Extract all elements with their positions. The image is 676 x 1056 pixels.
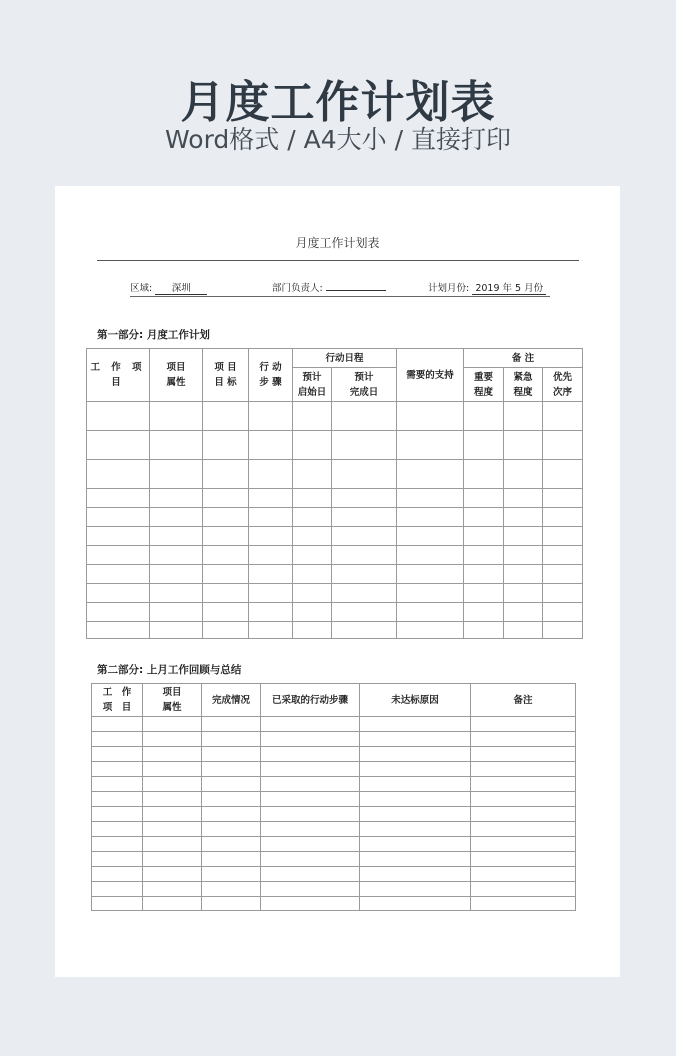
- table-cell[interactable]: [203, 489, 249, 508]
- header-needed-support: 需要的支持: [397, 349, 464, 402]
- table-row: [92, 897, 576, 911]
- table-cell[interactable]: [261, 837, 360, 852]
- table-cell[interactable]: [471, 732, 576, 747]
- table-cell[interactable]: [464, 622, 504, 639]
- header-attr-line1: 项目: [166, 362, 186, 373]
- table-cell[interactable]: [202, 762, 261, 777]
- table-cell[interactable]: [397, 603, 464, 622]
- manager-label: 部门负责人:: [272, 283, 323, 294]
- table-cell[interactable]: [143, 837, 202, 852]
- table-cell[interactable]: [471, 822, 576, 837]
- table-cell[interactable]: [332, 527, 397, 546]
- table-cell[interactable]: [92, 792, 143, 807]
- table-cell[interactable]: [397, 431, 464, 460]
- header-review-attr-line2: 属性: [162, 702, 182, 713]
- header-work-item: 工 作 项 目: [87, 349, 150, 402]
- table-cell[interactable]: [261, 822, 360, 837]
- table-row: [87, 460, 583, 489]
- table-cell[interactable]: [203, 546, 249, 565]
- table-cell[interactable]: [202, 867, 261, 882]
- table-cell[interactable]: [249, 431, 293, 460]
- table-row: [87, 431, 583, 460]
- table-cell[interactable]: [143, 807, 202, 822]
- table-cell[interactable]: [471, 747, 576, 762]
- table-cell[interactable]: [543, 603, 583, 622]
- header-priority-line2: 次序: [553, 386, 573, 398]
- table-row: [92, 867, 576, 882]
- header-urgency: [504, 368, 543, 402]
- table-cell[interactable]: [249, 489, 293, 508]
- table-cell[interactable]: [203, 431, 249, 460]
- table-cell[interactable]: [143, 867, 202, 882]
- table-cell[interactable]: [332, 546, 397, 565]
- table-cell[interactable]: [92, 822, 143, 837]
- table-cell[interactable]: [332, 431, 397, 460]
- table-cell[interactable]: [92, 732, 143, 747]
- header-priority-line1: 优先: [553, 371, 573, 383]
- table-cell[interactable]: [92, 897, 143, 911]
- table-cell[interactable]: [360, 897, 471, 911]
- info-row: [130, 280, 550, 294]
- table-cell[interactable]: [249, 460, 293, 489]
- title-divider: [97, 260, 579, 261]
- table-row: [92, 747, 576, 762]
- table-cell[interactable]: [92, 882, 143, 897]
- header-importance: [464, 368, 504, 402]
- table-cell[interactable]: [471, 762, 576, 777]
- table-cell[interactable]: [249, 565, 293, 584]
- header-review-item-line2: 项 目: [102, 702, 132, 713]
- table-cell[interactable]: [87, 508, 150, 527]
- manager-field: [272, 280, 386, 294]
- table-row: [87, 603, 583, 622]
- table-cell[interactable]: [360, 717, 471, 732]
- info-divider: [130, 296, 550, 297]
- table-cell[interactable]: [293, 584, 332, 603]
- table-cell[interactable]: [150, 402, 203, 431]
- table-row: [92, 762, 576, 777]
- header-remarks: 备 注: [464, 349, 583, 368]
- table-cell[interactable]: [261, 747, 360, 762]
- table-cell[interactable]: [261, 792, 360, 807]
- table-cell[interactable]: [504, 527, 543, 546]
- header-expected-start: [293, 368, 332, 402]
- table-row: [92, 822, 576, 837]
- table-cell[interactable]: [332, 460, 397, 489]
- table-cell[interactable]: [87, 489, 150, 508]
- table-cell[interactable]: [293, 489, 332, 508]
- table-cell[interactable]: [203, 508, 249, 527]
- section1-title: 第一部分: 月度工作计划: [97, 329, 210, 341]
- table-cell[interactable]: [543, 508, 583, 527]
- table-cell[interactable]: [543, 527, 583, 546]
- header-steps-line2: 步 骤: [259, 377, 282, 388]
- table-cell[interactable]: [360, 852, 471, 867]
- table-row: [92, 732, 576, 747]
- header-review-item-line1: 工 作: [102, 687, 132, 698]
- header-review-work-item: [92, 684, 143, 717]
- table-row: [87, 489, 583, 508]
- table-cell[interactable]: [397, 527, 464, 546]
- table-cell[interactable]: [397, 489, 464, 508]
- header-action-steps: [249, 349, 293, 402]
- header-completion: 完成情况: [202, 684, 261, 717]
- table-cell[interactable]: [143, 732, 202, 747]
- table-cell[interactable]: [143, 717, 202, 732]
- table-cell[interactable]: [150, 584, 203, 603]
- header-start-line2: 启始日: [297, 386, 327, 398]
- table-cell[interactable]: [87, 460, 150, 489]
- table-cell[interactable]: [332, 508, 397, 527]
- table-cell[interactable]: [471, 777, 576, 792]
- table-cell[interactable]: [397, 546, 464, 565]
- table-cell[interactable]: [87, 565, 150, 584]
- table-row: [87, 565, 583, 584]
- review-table: [91, 683, 576, 911]
- monthly-plan-table: [86, 348, 583, 639]
- table-cell[interactable]: [293, 565, 332, 584]
- table-cell[interactable]: [471, 867, 576, 882]
- table-cell[interactable]: [543, 431, 583, 460]
- month-field: [428, 280, 546, 295]
- table-cell[interactable]: [202, 792, 261, 807]
- table-cell[interactable]: [150, 565, 203, 584]
- region-label: 区域:: [130, 283, 153, 294]
- table-cell[interactable]: [332, 603, 397, 622]
- table-cell[interactable]: [143, 882, 202, 897]
- table-cell[interactable]: [471, 882, 576, 897]
- header-priority: [543, 368, 583, 402]
- table-cell[interactable]: [261, 852, 360, 867]
- table-cell[interactable]: [87, 584, 150, 603]
- month-label: 计划月份:: [428, 283, 470, 294]
- table-cell[interactable]: [360, 762, 471, 777]
- table-cell[interactable]: [464, 460, 504, 489]
- table-cell[interactable]: [332, 622, 397, 639]
- table-row: [92, 807, 576, 822]
- table-cell[interactable]: [360, 747, 471, 762]
- header-start-line1: 预计: [302, 371, 322, 383]
- header-project-goal: [203, 349, 249, 402]
- table-cell[interactable]: [87, 546, 150, 565]
- header-review-attr-line1: 项目: [162, 687, 182, 698]
- table-cell[interactable]: [504, 603, 543, 622]
- table-cell[interactable]: [92, 747, 143, 762]
- table-cell[interactable]: [504, 489, 543, 508]
- table-cell[interactable]: [87, 431, 150, 460]
- table-row: [92, 882, 576, 897]
- table-cell[interactable]: [150, 431, 203, 460]
- region-field: [130, 280, 207, 295]
- table-cell[interactable]: [249, 584, 293, 603]
- header-unmet-reasons: 未达标原因: [360, 684, 471, 717]
- table-row: [92, 777, 576, 792]
- table-cell[interactable]: [249, 622, 293, 639]
- table-cell[interactable]: [464, 508, 504, 527]
- table-cell[interactable]: [261, 732, 360, 747]
- header-attr-line2: 属性: [166, 377, 186, 388]
- table-cell[interactable]: [543, 584, 583, 603]
- table-cell[interactable]: [504, 431, 543, 460]
- region-value[interactable]: 深圳: [155, 283, 207, 295]
- table-cell[interactable]: [143, 822, 202, 837]
- document-title: 月度工作计划表: [295, 236, 380, 250]
- table-cell[interactable]: [150, 460, 203, 489]
- table-cell[interactable]: [143, 747, 202, 762]
- table-cell[interactable]: [471, 897, 576, 911]
- table-row: [92, 792, 576, 807]
- table-cell[interactable]: [397, 565, 464, 584]
- table-cell[interactable]: [543, 489, 583, 508]
- table-cell[interactable]: [504, 460, 543, 489]
- table-cell[interactable]: [150, 546, 203, 565]
- table-cell[interactable]: [249, 508, 293, 527]
- table-cell[interactable]: [92, 762, 143, 777]
- table-cell[interactable]: [332, 402, 397, 431]
- table-cell[interactable]: [471, 837, 576, 852]
- table-cell[interactable]: [504, 565, 543, 584]
- table-cell[interactable]: [92, 837, 143, 852]
- table-cell[interactable]: [543, 622, 583, 639]
- table-cell[interactable]: [332, 565, 397, 584]
- table-cell[interactable]: [150, 622, 203, 639]
- table-cell[interactable]: [464, 546, 504, 565]
- monthly-plan-body: [87, 402, 583, 639]
- banner-subtitle: Word格式 / A4大小 / 直接打印: [165, 125, 511, 154]
- header-end-line1: 预计: [354, 371, 374, 383]
- table-row: [87, 622, 583, 639]
- table-cell[interactable]: [293, 603, 332, 622]
- table-cell[interactable]: [150, 489, 203, 508]
- table-cell[interactable]: [261, 777, 360, 792]
- table-cell[interactable]: [92, 807, 143, 822]
- table-cell[interactable]: [504, 622, 543, 639]
- table-cell[interactable]: [261, 867, 360, 882]
- table-cell[interactable]: [543, 460, 583, 489]
- table-cell[interactable]: [92, 852, 143, 867]
- header-importance-line2: 程度: [474, 386, 494, 398]
- table-cell[interactable]: [92, 777, 143, 792]
- table-cell[interactable]: [202, 777, 261, 792]
- table-cell[interactable]: [360, 792, 471, 807]
- manager-value[interactable]: [326, 290, 386, 291]
- table-cell[interactable]: [543, 546, 583, 565]
- table-cell[interactable]: [261, 897, 360, 911]
- table-row: [87, 527, 583, 546]
- table-cell[interactable]: [471, 717, 576, 732]
- table-cell[interactable]: [202, 717, 261, 732]
- table-cell[interactable]: [261, 807, 360, 822]
- table-cell[interactable]: [471, 852, 576, 867]
- table-cell[interactable]: [397, 508, 464, 527]
- table-cell[interactable]: [543, 402, 583, 431]
- table-cell[interactable]: [261, 882, 360, 897]
- table-cell[interactable]: [360, 837, 471, 852]
- header-goal-line1: 项 目: [214, 362, 237, 373]
- header-action-schedule: 行动日程: [293, 349, 397, 368]
- table-cell[interactable]: [360, 882, 471, 897]
- table-cell[interactable]: [471, 792, 576, 807]
- table-cell[interactable]: [360, 777, 471, 792]
- table-cell[interactable]: [202, 837, 261, 852]
- table-cell[interactable]: [150, 508, 203, 527]
- table-cell[interactable]: [293, 546, 332, 565]
- table-cell[interactable]: [293, 460, 332, 489]
- table-cell[interactable]: [464, 584, 504, 603]
- table-cell[interactable]: [293, 622, 332, 639]
- table-cell[interactable]: [397, 402, 464, 431]
- table-cell[interactable]: [203, 402, 249, 431]
- table-cell[interactable]: [203, 527, 249, 546]
- table-cell[interactable]: [249, 603, 293, 622]
- table-cell[interactable]: [203, 584, 249, 603]
- table-cell[interactable]: [332, 584, 397, 603]
- header-review-remarks: 备注: [471, 684, 576, 717]
- table-cell[interactable]: [293, 431, 332, 460]
- table-cell[interactable]: [143, 897, 202, 911]
- header-actions-taken: 已采取的行动步骤: [261, 684, 360, 717]
- table-cell[interactable]: [293, 402, 332, 431]
- table-cell[interactable]: [332, 489, 397, 508]
- table-cell[interactable]: [360, 822, 471, 837]
- table-cell[interactable]: [143, 792, 202, 807]
- table-cell[interactable]: [464, 489, 504, 508]
- table-cell[interactable]: [202, 822, 261, 837]
- table-cell[interactable]: [261, 717, 360, 732]
- table-cell[interactable]: [150, 603, 203, 622]
- table-cell[interactable]: [203, 460, 249, 489]
- table-cell[interactable]: [397, 622, 464, 639]
- table-cell[interactable]: [249, 402, 293, 431]
- table-cell[interactable]: [504, 584, 543, 603]
- table-cell[interactable]: [249, 546, 293, 565]
- table-cell[interactable]: [202, 732, 261, 747]
- table-cell[interactable]: [471, 807, 576, 822]
- header-expected-end: [332, 368, 397, 402]
- table-cell[interactable]: [143, 852, 202, 867]
- table-cell[interactable]: [504, 402, 543, 431]
- table-cell[interactable]: [150, 527, 203, 546]
- table-cell[interactable]: [464, 402, 504, 431]
- table-cell[interactable]: [261, 762, 360, 777]
- table-cell[interactable]: [92, 867, 143, 882]
- table-cell[interactable]: [464, 431, 504, 460]
- table-cell[interactable]: [202, 747, 261, 762]
- table-row: [87, 584, 583, 603]
- table-cell[interactable]: [87, 402, 150, 431]
- table-cell[interactable]: [464, 565, 504, 584]
- header-project-attribute: [150, 349, 203, 402]
- table-cell[interactable]: [293, 527, 332, 546]
- table-cell[interactable]: [87, 603, 150, 622]
- month-value[interactable]: 2019 年 5 月份: [472, 283, 546, 295]
- table-cell[interactable]: [202, 807, 261, 822]
- table-cell[interactable]: [360, 807, 471, 822]
- table-cell[interactable]: [203, 565, 249, 584]
- table-cell[interactable]: [504, 546, 543, 565]
- table-row: [87, 508, 583, 527]
- header-importance-line1: 重要: [474, 371, 494, 383]
- table-cell[interactable]: [87, 622, 150, 639]
- header-urgency-line2: 程度: [513, 386, 533, 398]
- table-cell[interactable]: [504, 508, 543, 527]
- table-cell[interactable]: [360, 732, 471, 747]
- table-row: [87, 546, 583, 565]
- table-cell[interactable]: [360, 867, 471, 882]
- table-cell[interactable]: [464, 603, 504, 622]
- table-row: [87, 402, 583, 431]
- header-review-attribute: [143, 684, 202, 717]
- table-cell[interactable]: [143, 777, 202, 792]
- document-page: [55, 186, 620, 977]
- banner-title: 月度工作计划表: [180, 77, 496, 128]
- header-urgency-line1: 紧急: [513, 371, 533, 383]
- review-body: [92, 717, 576, 911]
- section2-title: 第二部分: 上月工作回顾与总结: [97, 664, 242, 676]
- header-steps-line1: 行 动: [259, 362, 282, 373]
- table-cell[interactable]: [143, 762, 202, 777]
- table-cell[interactable]: [464, 527, 504, 546]
- table-cell[interactable]: [202, 852, 261, 867]
- table-row: [92, 852, 576, 867]
- table-cell[interactable]: [202, 882, 261, 897]
- table-cell[interactable]: [92, 717, 143, 732]
- table-cell[interactable]: [249, 527, 293, 546]
- table-row: [92, 837, 576, 852]
- table-cell[interactable]: [293, 508, 332, 527]
- table-cell[interactable]: [202, 897, 261, 911]
- table-row: [92, 717, 576, 732]
- table-cell[interactable]: [87, 527, 150, 546]
- table-cell[interactable]: [203, 622, 249, 639]
- table-cell[interactable]: [397, 584, 464, 603]
- table-cell[interactable]: [543, 565, 583, 584]
- table-cell[interactable]: [203, 603, 249, 622]
- table-cell[interactable]: [397, 460, 464, 489]
- header-end-line2: 完成日: [349, 386, 379, 398]
- header-goal-line2: 目 标: [214, 377, 237, 388]
